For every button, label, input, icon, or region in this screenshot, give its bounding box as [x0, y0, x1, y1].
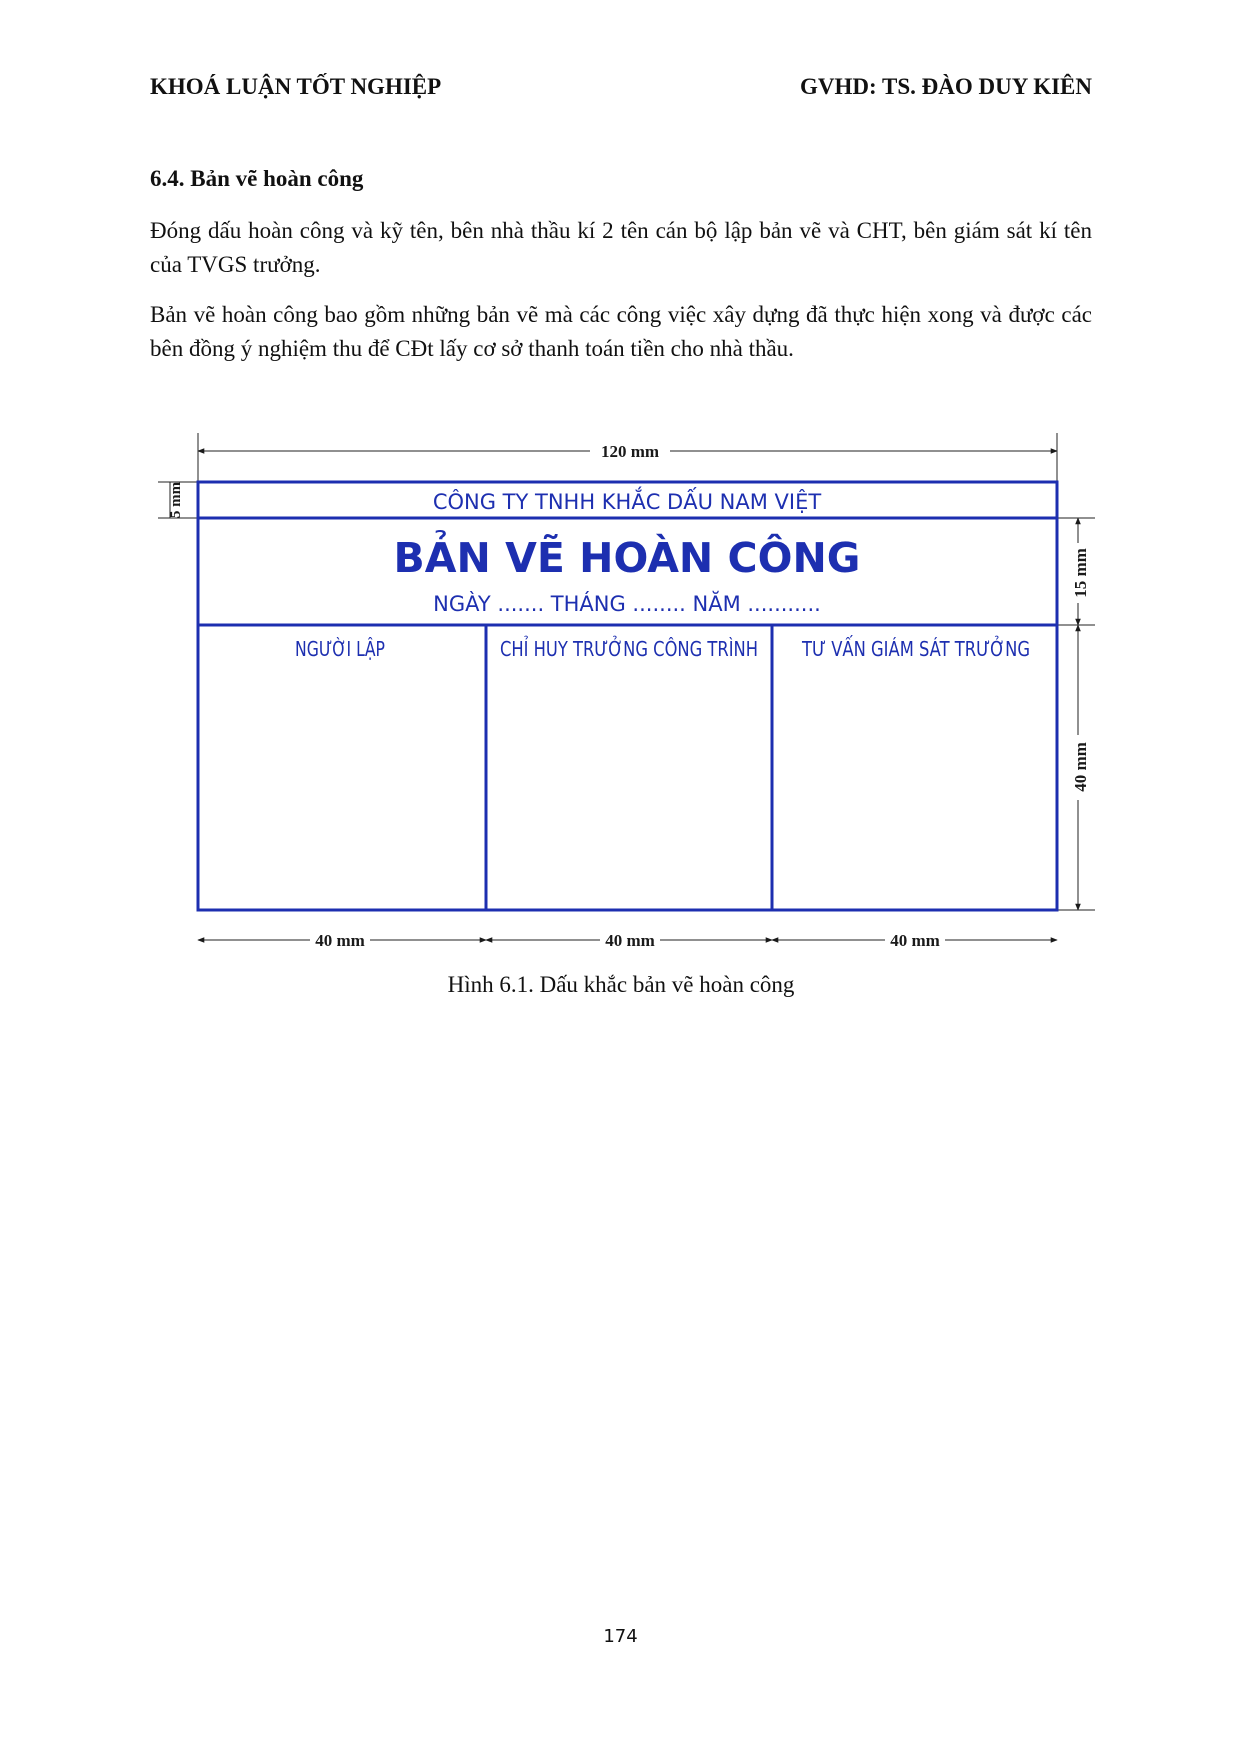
- dimension-middle-row-label: 15 mm: [1071, 548, 1090, 598]
- dimension-bottom-row: [1071, 625, 1090, 910]
- dimension-top-row: [168, 481, 184, 518]
- stamp-date-line: NGÀY ....... THÁNG ........ NĂM ...........: [433, 592, 821, 616]
- dimension-top-row-label: 5 mm: [168, 481, 184, 519]
- stamp-column-site-commander: CHỈ HUY TRƯỞNG CÔNG TRÌNH: [500, 637, 817, 661]
- header-advisor: GVHD: TS. ĐÀO DUY KIÊN: [799, 74, 1092, 99]
- dimension-width-label: 120 mm: [600, 442, 660, 461]
- page-header: [150, 74, 1092, 100]
- stamp-title: BẢN VẼ HOÀN CÔNG: [393, 534, 861, 582]
- figure-caption: Hình 6.1. Dấu khắc bản vẽ hoàn công: [447, 972, 795, 997]
- dimension-bottom-row-label: 40 mm: [1071, 742, 1090, 792]
- section-heading: 6.4. Bản vẽ hoàn công: [150, 166, 364, 191]
- stamp-company-name: CÔNG TY TNHH KHẮC DẤU NAM VIỆT: [432, 490, 822, 514]
- stamp-column-chief-supervisor: TƯ VẤN GIÁM SÁT TRƯỞNG: [802, 637, 1081, 661]
- dimension-col1-label: 40 mm: [315, 931, 365, 950]
- stamp-column-preparer: NGƯỜI LẬP: [295, 637, 385, 661]
- paragraph-stamp-signing: Đóng dấu hoàn công và kỹ tên, bên nhà thầu kí 2 tên cán bộ lập bản vẽ và CHT, bên giám sát kí tên của TVGS trưởng.: [150, 218, 1092, 277]
- dimension-middle-row: [1071, 518, 1090, 625]
- header-thesis-title: KHOÁ LUẬN TỐT NGHIỆP: [150, 74, 442, 99]
- dimension-columns: [198, 931, 1057, 950]
- dimension-width: [198, 442, 1057, 461]
- paragraph-as-built-definition: Bản vẽ hoàn công bao gồm những bản vẽ mà các công việc xây dựng đã thực hiện xong và được các bên đồng ý nghiệm thu để CĐt lấy cơ sở thanh toán tiền cho nhà thầu.: [150, 302, 1092, 361]
- dimension-col3-label: 40 mm: [890, 931, 940, 950]
- page-number: 174: [603, 1626, 638, 1647]
- stamp-figure: [150, 425, 1110, 980]
- dimension-col2-label: 40 mm: [605, 931, 655, 950]
- stamp-diagram: [150, 425, 1110, 980]
